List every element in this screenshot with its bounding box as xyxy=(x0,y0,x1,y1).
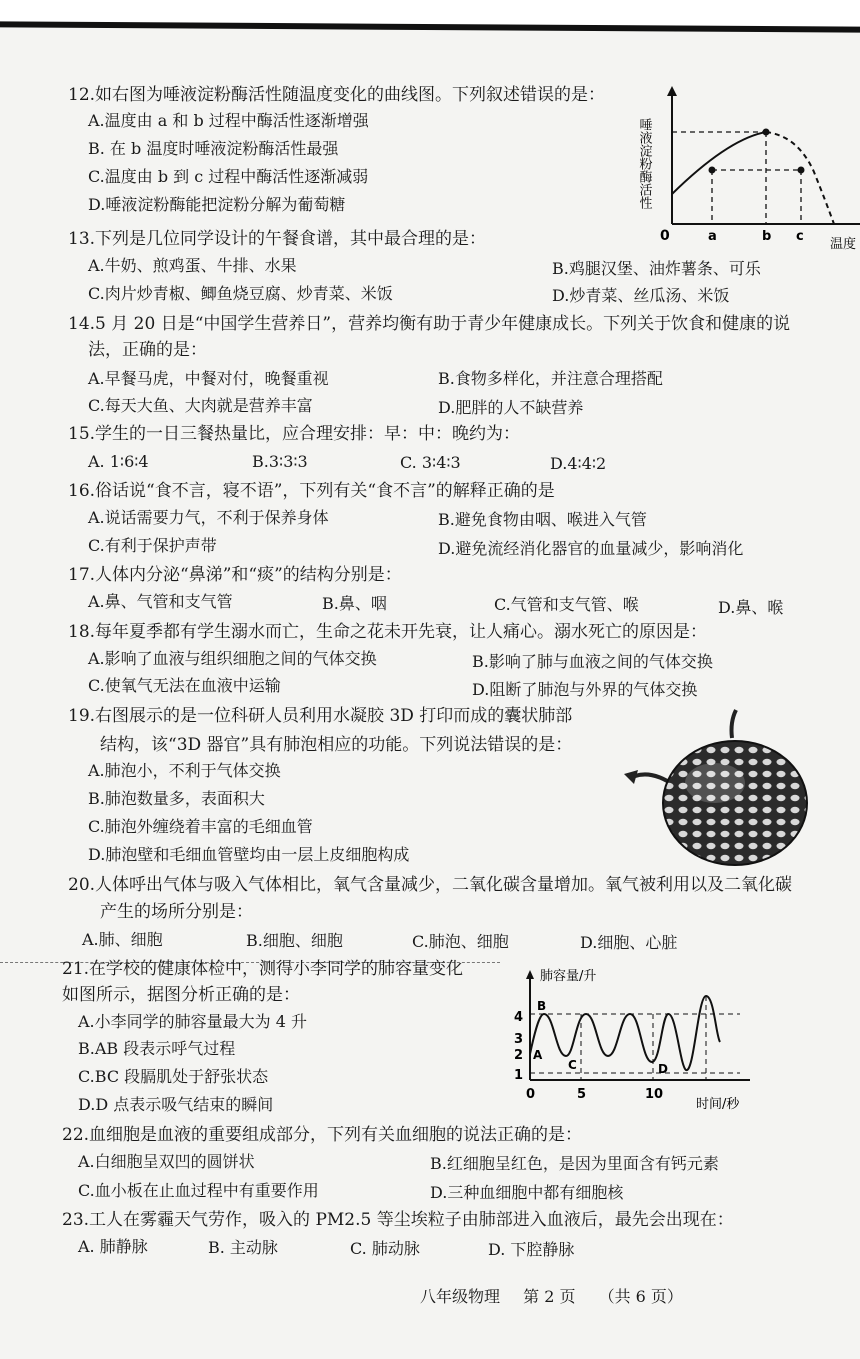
q14-option-d: D.肥胖的人不缺营养 xyxy=(438,398,584,417)
q20-stem-line2: 产生的场所分别是： xyxy=(100,902,253,922)
q19-stem: 19.右图展示的是一位科研人员利用水凝胶 3D 打印而成的囊状肺部 xyxy=(68,706,573,726)
q20-stem: 20.人体呼出气体与吸入气体相比，氧气含量减少，二氧化碳含量增加。氧气被利用以及二氧化碳 xyxy=(68,875,793,895)
q20-option-a: A.肺、细胞 xyxy=(82,930,163,949)
ytick-4: 4 xyxy=(514,1010,524,1025)
origin-label: 0 xyxy=(660,228,670,244)
q16-option-b: B.避免食物由咽、喉进入气管 xyxy=(438,510,647,529)
q23-option-a: A. 肺静脉 xyxy=(78,1237,148,1256)
point-b-label: B xyxy=(537,999,547,1013)
q23-option-c: C. 肺动脉 xyxy=(350,1239,420,1258)
q17-option-b: B.鼻、咽 xyxy=(322,594,387,613)
sac-highlight xyxy=(685,763,745,803)
activity-curve-falling xyxy=(766,132,834,224)
q12-option-a: A.温度由 a 和 b 过程中酶活性逐渐增强 xyxy=(88,111,369,130)
q13-option-a: A.牛奶、煎鸡蛋、牛排、水果 xyxy=(88,256,297,275)
q19-option-d: D.肺泡壁和毛细血管壁均由一层上皮细胞构成 xyxy=(88,845,410,864)
q12-stem: 12.如右图为唾液淀粉酶活性随温度变化的曲线图。下列叙述错误的是： xyxy=(68,85,606,105)
q19-option-a: A.肺泡小，不利于气体交换 xyxy=(88,761,281,780)
q23-option-b: B. 主动脉 xyxy=(208,1238,278,1257)
page-footer xyxy=(420,1284,701,1307)
xtick-0: 0 xyxy=(526,1087,536,1102)
alveolar-sac xyxy=(663,741,807,865)
q15-option-a: A. 1∶6∶4 xyxy=(88,452,149,471)
q21-option-b: B.AB 段表示呼气过程 xyxy=(78,1039,236,1058)
lung-3d-print-image xyxy=(620,708,820,868)
point-b xyxy=(763,129,770,136)
tick-c: c xyxy=(796,229,804,244)
q14-stem-line2: 法，正确的是： xyxy=(88,340,207,360)
q22-option-b: B.红细胞呈红色，是因为里面含有钙元素 xyxy=(430,1154,719,1173)
q19-stem-line2: 结构，该“3D 器官”具有肺泡相应的功能。下列说法错误的是： xyxy=(100,735,573,755)
q17-option-a: A.鼻、气管和支气管 xyxy=(88,592,233,611)
q14-option-b: B.食物多样化，并注意合理搭配 xyxy=(438,369,663,388)
q18-option-b: B.影响了肺与血液之间的气体交换 xyxy=(472,652,713,671)
q16-option-a: A.说话需要力气，不利于保养身体 xyxy=(88,508,329,527)
q15-option-c: C. 3∶4∶3 xyxy=(400,453,461,472)
y-axis-arrow xyxy=(526,970,534,979)
tick-a: a xyxy=(708,229,717,244)
q14-stem: 14.5 月 20 日是“中国学生营养日”，营养均衡有助于青少年健康成长。下列关于饮食和健康的说 xyxy=(68,314,791,334)
q13-option-b: B.鸡腿汉堡、油炸薯条、可乐 xyxy=(552,259,761,278)
q15-option-d: D.4∶4∶2 xyxy=(550,454,607,473)
q20-option-c: C.肺泡、细胞 xyxy=(412,932,509,951)
q16-option-d: D.避免流经消化器官的血量减少，影响消化 xyxy=(438,539,744,558)
q12-option-b: B. 在 b 温度时唾液淀粉酶活性最强 xyxy=(88,139,339,158)
q13-option-d: D.炒青菜、丝瓜汤、米饭 xyxy=(552,286,730,305)
point-a-label: A xyxy=(533,1048,543,1062)
q22-stem: 22.血细胞是血液的重要组成部分，下列有关血细胞的说法正确的是： xyxy=(62,1125,583,1145)
point-d-label: D xyxy=(658,1062,668,1076)
q18-option-d: D.阻断了肺泡与外界的气体交换 xyxy=(472,680,698,699)
xtick-10: 10 xyxy=(645,1087,664,1102)
q15-stem: 15.学生的一日三餐热量比，应合理安排：早：中：晚约为： xyxy=(68,424,521,444)
xtick-5: 5 xyxy=(577,1087,587,1102)
q23-option-d: D. 下腔静脉 xyxy=(488,1240,575,1259)
q12-option-c: C.温度由 b 到 c 过程中酶活性逐渐减弱 xyxy=(88,167,369,186)
q16-option-c: C.有利于保护声带 xyxy=(88,536,217,555)
y-axis-arrow xyxy=(667,86,677,96)
ytick-3: 3 xyxy=(514,1032,524,1047)
q19-option-b: B.肺泡数量多，表面积大 xyxy=(88,789,265,808)
tick-b: b xyxy=(762,229,772,244)
q22-option-d: D.三种血细胞中都有细胞核 xyxy=(430,1183,624,1202)
lung-capacity-curve xyxy=(530,996,720,1070)
q21-option-c: C.BC 段膈肌处于舒张状态 xyxy=(78,1067,269,1086)
q20-option-d: D.细胞、心脏 xyxy=(580,933,678,952)
y-axis-label: 肺容量/升 xyxy=(540,969,597,984)
tube-top xyxy=(732,710,737,738)
q22-option-a: A.白细胞呈双凹的圆饼状 xyxy=(78,1152,255,1171)
q23-stem: 23.工人在雾霾天气劳作，吸入的 PM2.5 等尘埃粒子由肺部进入血液后，最先会出现在： xyxy=(62,1210,734,1230)
x-axis-label: 时间/秒 xyxy=(696,1097,740,1112)
footer-page-number: 第 2 页 xyxy=(523,1287,576,1306)
q17-stem: 17.人体内分泌“鼻涕”和“痰”的结构分别是： xyxy=(68,565,402,585)
q14-option-a: A.早餐马虎，中餐对付，晚餐重视 xyxy=(88,369,329,388)
q21-option-a: A.小李同学的肺容量最大为 4 升 xyxy=(78,1012,307,1031)
q21-option-d: D.D 点表示吸气结束的瞬间 xyxy=(78,1095,274,1114)
enzyme-activity-graph xyxy=(636,84,860,250)
q22-option-c: C.血小板在止血过程中有重要作用 xyxy=(78,1181,319,1200)
q20-option-b: B.细胞、细胞 xyxy=(246,931,343,950)
footer-total-pages: （共 6 页） xyxy=(598,1287,683,1306)
tube-left-tip xyxy=(624,770,638,784)
q18-option-a: A.影响了血液与组织细胞之间的气体交换 xyxy=(88,649,377,668)
footer-grade-subject: 八年级物理 xyxy=(420,1287,501,1306)
ytick-1: 1 xyxy=(514,1068,524,1083)
q13-stem: 13.下列是几位同学设计的午餐食谱，其中最合理的是： xyxy=(68,229,487,249)
x-axis-label: 温度 xyxy=(830,237,857,250)
point-a xyxy=(709,167,716,174)
q18-option-c: C.使氧气无法在血液中运输 xyxy=(88,676,281,695)
q15-option-b: B.3∶3∶3 xyxy=(252,452,308,471)
point-c xyxy=(798,167,805,174)
q13-option-c: C.肉片炒青椒、鲫鱼烧豆腐、炒青菜、米饭 xyxy=(88,284,393,303)
q21-stem-line2: 如图所示，据图分析正确的是： xyxy=(62,985,300,1005)
q18-stem: 18.每年夏季都有学生溺水而亡，生命之花未开先衰，让人痛心。溺水死亡的原因是： xyxy=(68,622,708,642)
q17-option-c: C.气管和支气管、喉 xyxy=(494,595,639,614)
ytick-2: 2 xyxy=(514,1048,524,1063)
y-axis-label: 唾液淀粉酶活性 xyxy=(636,118,652,209)
q14-option-c: C.每天大鱼、大肉就是营养丰富 xyxy=(88,396,313,415)
q17-option-d: D.鼻、喉 xyxy=(718,598,784,617)
lung-capacity-graph xyxy=(500,966,780,1116)
q19-option-c: C.肺泡外缠绕着丰富的毛细血管 xyxy=(88,817,313,836)
q21-stem: 21.在学校的健康体检中，测得小李同学的肺容量变化 xyxy=(62,959,464,979)
q16-stem: 16.俗话说“食不言，寝不语”，下列有关“食不言”的解释正确的是 xyxy=(68,481,555,501)
point-c-label: C xyxy=(568,1058,577,1072)
q12-option-d: D.唾液淀粉酶能把淀粉分解为葡萄糖 xyxy=(88,195,346,214)
activity-curve-rising xyxy=(672,132,766,194)
